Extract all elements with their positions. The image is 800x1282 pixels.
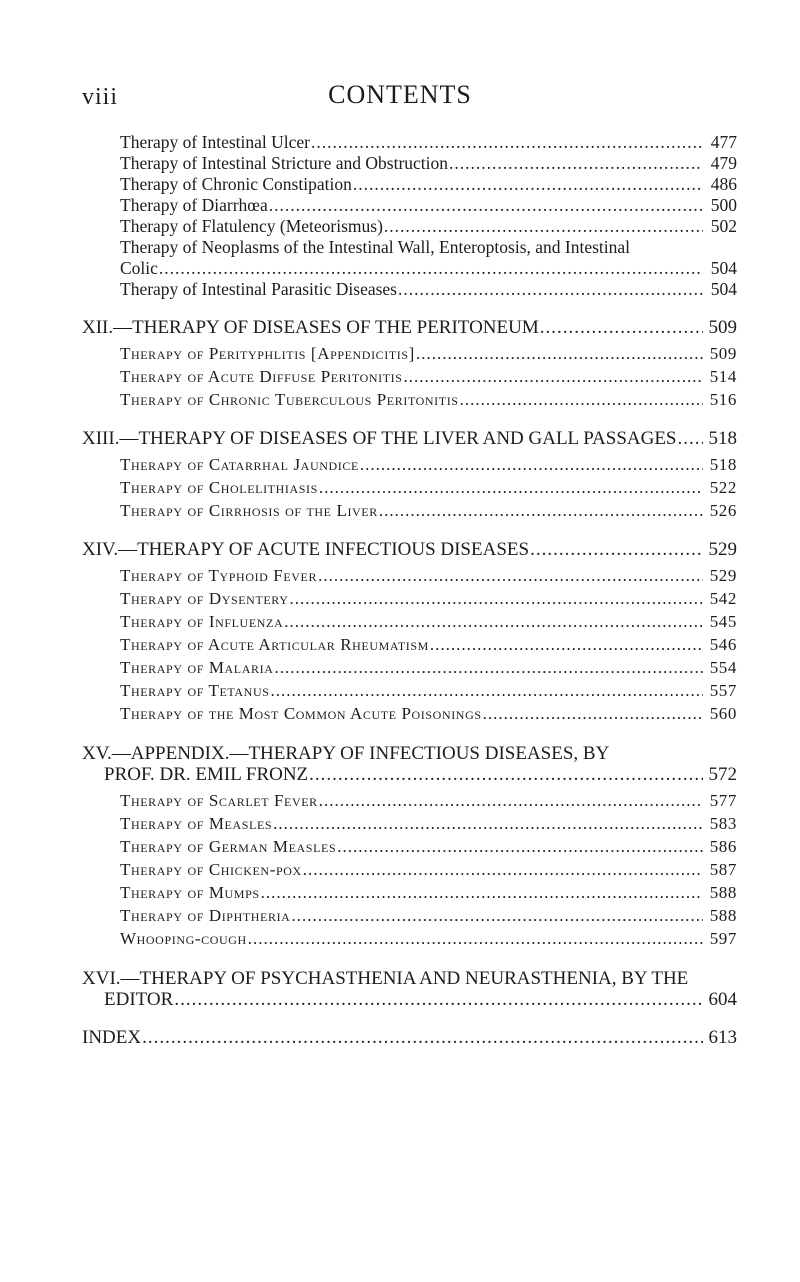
toc-entry-page: 477 <box>710 132 737 152</box>
leader-dots <box>269 195 703 216</box>
toc-entry-page: 509 <box>709 344 737 363</box>
toc-entry-dysentery <box>120 588 737 609</box>
toc-entry-page: 502 <box>710 216 737 236</box>
toc-entry-title: Therapy of Tetanus <box>120 681 270 700</box>
toc-entry-title: Therapy of Chronic Constipation <box>120 174 352 194</box>
toc-entry-cholelithiasis <box>120 477 737 498</box>
toc-entry-diarrhoea <box>120 195 737 216</box>
toc-entry-title: Therapy of Malaria <box>120 658 274 677</box>
toc-entry-malaria <box>120 657 737 678</box>
toc-entry-page: 526 <box>709 501 737 520</box>
leader-dots <box>353 174 703 195</box>
leader-dots <box>270 680 703 701</box>
toc-entry-page: 545 <box>709 612 737 631</box>
toc-entry-acute-diffuse-peritonitis <box>120 366 737 387</box>
toc-entry-title: Therapy of Cholelithiasis <box>120 478 318 497</box>
toc-entry-page: 597 <box>709 929 737 948</box>
toc-entry-scarlet-fever <box>120 790 737 811</box>
toc-entry-title: Therapy of Chronic Tuberculous Peritonitis <box>120 390 459 409</box>
toc-chapter-xv <box>104 764 737 785</box>
toc-entry-title: Colic <box>120 258 158 278</box>
toc-entry-title: Therapy of Influenza <box>120 612 284 631</box>
toc-entry-typhoid-fever <box>120 565 737 586</box>
leader-dots <box>273 813 703 834</box>
toc-entry-chicken-pox <box>120 859 737 880</box>
toc-chapter-title: EDITOR <box>104 989 174 1010</box>
toc-chapter-xii <box>82 317 737 338</box>
leader-dots <box>398 279 703 300</box>
toc-entry-page: 529 <box>709 566 737 585</box>
leader-dots <box>404 366 703 387</box>
toc-entry-title: Therapy of Cirrhosis of the Liver <box>120 501 378 520</box>
toc-entry-title: Therapy of Catarrhal Jaundice <box>120 455 359 474</box>
toc-entry-catarrhal-jaundice <box>120 454 737 475</box>
toc-chapter-xv-line1: XV.—APPENDIX.—THERAPY OF INFECTIOUS DISEASES, BY <box>82 743 610 764</box>
toc-entry-title: Therapy of Diphtheria <box>120 906 291 925</box>
toc-entry-page: 542 <box>709 589 737 608</box>
leader-dots <box>319 477 703 498</box>
toc-chapter-xvi-line1: XVI.—THERAPY OF PSYCHASTHENIA AND NEURASTHENIA, BY THE <box>82 968 689 989</box>
toc-entry-page: 504 <box>710 258 737 278</box>
toc-entry-page: 486 <box>710 174 737 194</box>
toc-chapter-title: XIII.—THERAPY OF DISEASES OF THE LIVER AND GALL PASSAGES <box>82 428 677 449</box>
toc-entry-title: Therapy of the Most Common Acute Poisonings <box>120 704 482 723</box>
toc-entry-title: Therapy of Intestinal Parasitic Diseases <box>120 279 397 299</box>
toc-entry-articular-rheumatism <box>120 634 737 655</box>
leader-dots <box>430 634 703 655</box>
toc-chapter-page: 604 <box>708 989 737 1010</box>
toc-entry-page: 514 <box>709 367 737 386</box>
toc-entry-neoplasms-line1: Therapy of Neoplasms of the Intestinal Wall, Enteroptosis, and Intestinal <box>120 237 631 257</box>
toc-entry-title: Therapy of Mumps <box>120 883 260 902</box>
toc-entry-german-measles <box>120 836 737 857</box>
toc-entry-page: 586 <box>709 837 737 856</box>
toc-chapter-title: XII.—THERAPY OF DISEASES OF THE PERITONEUM <box>82 317 539 338</box>
toc-entry-page: 554 <box>709 658 737 677</box>
toc-chapter-title: PROF. DR. EMIL FRONZ <box>104 764 309 785</box>
leader-dots <box>530 539 703 560</box>
toc-entry-page: 587 <box>709 860 737 879</box>
toc-index <box>82 1027 737 1048</box>
toc-entry-whooping-cough <box>120 928 737 949</box>
toc-entry-title: Therapy of Typhoid Fever <box>120 566 318 585</box>
toc-entry-intestinal-stricture <box>120 153 737 174</box>
leader-dots <box>291 905 703 926</box>
toc-chapter-xvi <box>104 989 737 1010</box>
toc-entry-title: Whooping-cough <box>120 929 247 948</box>
leader-dots <box>337 836 703 857</box>
toc-entry-title: Therapy of Flatulency (Meteorismus) <box>120 216 383 236</box>
toc-entry-title: Therapy of Measles <box>120 814 273 833</box>
toc-entry-page: 588 <box>709 883 737 902</box>
toc-entry-measles <box>120 813 737 834</box>
toc-entry-influenza <box>120 611 737 632</box>
toc-entry-perityphlitis <box>120 343 737 364</box>
leader-dots <box>142 1027 703 1048</box>
toc-entry-intestinal-parasitic <box>120 279 737 300</box>
toc-entry-page: 546 <box>709 635 737 654</box>
leader-dots <box>379 500 703 521</box>
leader-dots <box>318 565 703 586</box>
toc-chapter-page: 572 <box>708 764 737 785</box>
leader-dots <box>274 657 703 678</box>
leader-dots <box>416 343 703 364</box>
toc-chapter-title: XIV.—THERAPY OF ACUTE INFECTIOUS DISEASES <box>82 539 530 560</box>
leader-dots <box>319 790 703 811</box>
toc-entry-acute-poisonings <box>120 703 737 724</box>
leader-dots <box>540 317 703 338</box>
toc-entry-page: 583 <box>709 814 737 833</box>
toc-entry-title: Therapy of Acute Articular Rheumatism <box>120 635 429 654</box>
toc-entry-title: Therapy of Intestinal Stricture and Obstruction <box>120 153 449 173</box>
leader-dots <box>290 588 703 609</box>
toc-chapter-page: 518 <box>708 428 737 449</box>
leader-dots <box>678 428 703 449</box>
toc-entry-neoplasms <box>120 258 737 279</box>
toc-entry-page: 500 <box>710 195 737 215</box>
toc-entry-title: Therapy of Acute Diffuse Peritonitis <box>120 367 403 386</box>
leader-dots <box>303 859 703 880</box>
leader-dots <box>460 389 703 410</box>
toc-entry-page: 504 <box>710 279 737 299</box>
leader-dots <box>261 882 703 903</box>
leader-dots <box>309 764 703 785</box>
toc-entry-title: Therapy of Diarrhœa <box>120 195 268 215</box>
toc-chapter-xiii <box>82 428 737 449</box>
toc-entry-tetanus <box>120 680 737 701</box>
leader-dots <box>384 216 703 237</box>
leader-dots <box>483 703 703 724</box>
toc-chapter-page: 509 <box>708 317 737 338</box>
toc-entry-title: Therapy of German Measles <box>120 837 337 856</box>
leader-dots <box>311 132 703 153</box>
toc-entry-title: Therapy of Chicken-pox <box>120 860 302 879</box>
toc-chapter-title: INDEX <box>82 1027 142 1048</box>
toc-chapter-page: 529 <box>708 539 737 560</box>
leader-dots <box>174 989 703 1010</box>
toc-entry-page: 518 <box>709 455 737 474</box>
toc-entry-intestinal-ulcer <box>120 132 737 153</box>
toc-entry-title: Therapy of Dysentery <box>120 589 289 608</box>
toc-entry-page: 588 <box>709 906 737 925</box>
toc-entry-mumps <box>120 882 737 903</box>
toc-entry-tuberculous-peritonitis <box>120 389 737 410</box>
toc-entry-chronic-constipation <box>120 174 737 195</box>
toc-chapter-page: 613 <box>708 1027 737 1048</box>
toc-entry-title: Therapy of Intestinal Ulcer <box>120 132 310 152</box>
page-number: viii <box>82 84 119 110</box>
toc-entry-flatulency <box>120 216 737 237</box>
leader-dots <box>159 258 703 279</box>
leader-dots <box>360 454 703 475</box>
toc-entry-title: Therapy of Scarlet Fever <box>120 791 318 810</box>
leader-dots <box>449 153 703 174</box>
toc-chapter-xiv <box>82 539 737 560</box>
toc-entry-cirrhosis <box>120 500 737 521</box>
toc-entry-page: 560 <box>709 704 737 723</box>
toc-entry-page: 557 <box>709 681 737 700</box>
toc-entry-title: Therapy of Perityphlitis [Appendicitis] <box>120 344 415 363</box>
leader-dots <box>284 611 703 632</box>
leader-dots <box>248 928 703 949</box>
toc-entry-page: 479 <box>710 153 737 173</box>
toc-entry-page: 522 <box>709 478 737 497</box>
running-head: CONTENTS <box>328 80 472 109</box>
toc-entry-page: 516 <box>709 390 737 409</box>
toc-entry-diphtheria <box>120 905 737 926</box>
toc-entry-page: 577 <box>709 791 737 810</box>
